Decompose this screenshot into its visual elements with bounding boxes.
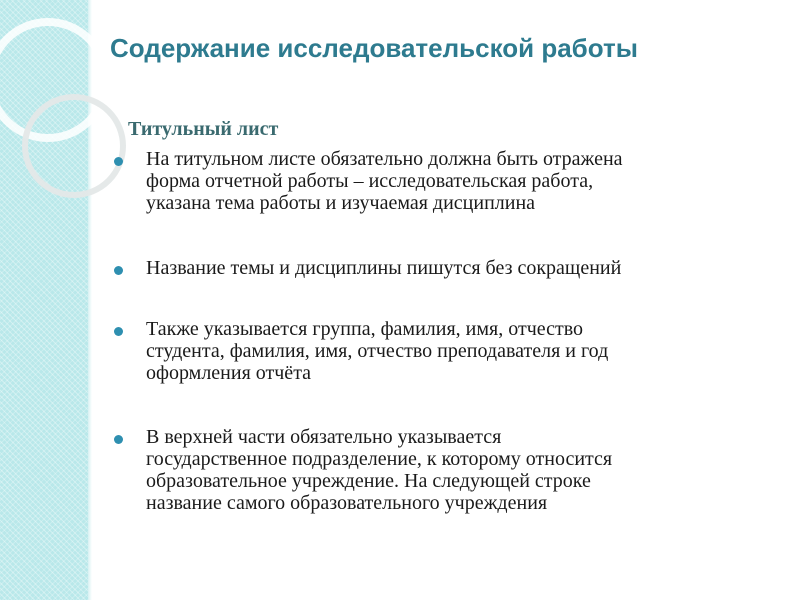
bullet-dot-icon <box>114 327 123 336</box>
bullet-text: В верхней части обязательно указывается государственное подразделение, к которому относится образовательное учреждение. На следующей строке название самого образовательного учреждения <box>146 426 613 514</box>
bullet-dot-icon <box>114 435 123 444</box>
bullet-dot-icon <box>114 266 123 275</box>
slide-title: Содержание исследовательской работы <box>110 33 638 63</box>
bullet-text: Название темы и дисциплины пишутся без сокращений <box>146 257 622 279</box>
bullet-text: Также указывается группа, фамилия, имя, отчество студента, фамилия, имя, отчество преподавателя и год оформления отчёта <box>146 318 609 384</box>
bullet-dot-icon <box>114 157 123 166</box>
decorative-ring-small <box>22 94 126 198</box>
slide-subtitle: Титульный лист <box>128 118 279 140</box>
bullet-text: На титульном листе обязательно должна быть отражена форма отчетной работы – исследовательская работа, указана тема работы и изучаемая дисциплина <box>146 148 623 214</box>
